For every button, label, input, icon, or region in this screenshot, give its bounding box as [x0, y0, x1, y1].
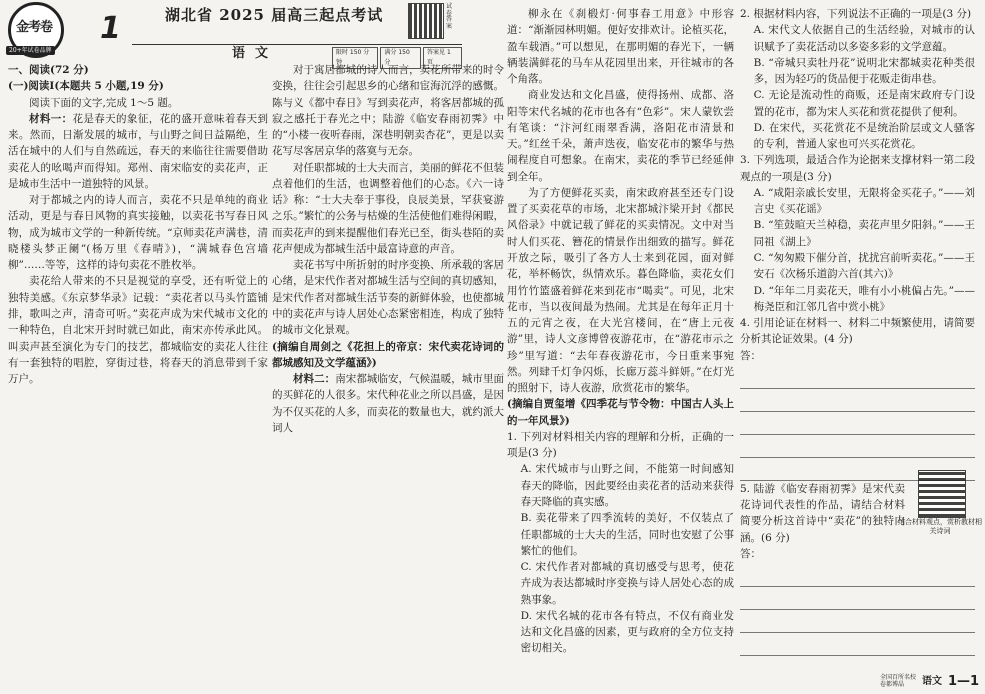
subject-bar [132, 44, 462, 66]
q2-option-c: C. 无论是流动性的商贩，还是南宋政府专门设置的花市，都为宋人买花和赏花提供了便利。 [753, 89, 975, 118]
source-citation-2: (摘编自贾玺增《四季花与节令物：中国古人头上的一年风景》) [507, 398, 734, 427]
meta-answer: 答案见 1 页 [423, 47, 462, 69]
qr-label: 试卷答案 [446, 3, 453, 30]
column-2 [272, 62, 504, 436]
material-1-p6: 卖花书写中所折射的时序变换、所承载的客居心绪，是宋代作者对都城生活与空间的真切感知，是宋代作者对都城生活节奏的新鲜体验，也使都城中的卖花声与诗人居处心态紧密相连，构成了独特的城市文化景观。 [272, 259, 504, 337]
question-3: 3. 下列选项，最适合作为论据来支撑材料一第二段观点的一项是(3 分) [740, 154, 975, 183]
section-heading: 一、阅读(72 分) [8, 64, 89, 76]
brand-name: 金考卷 [16, 20, 53, 35]
footer-page: 1—1 [948, 674, 980, 689]
qr-code-icon[interactable] [918, 470, 966, 518]
answer-line[interactable] [740, 587, 975, 610]
instruction: 阅读下面的文字,完成 1～5 题。 [29, 96, 179, 109]
q3-option-b: B. “笙鼓暄天兰棹稳，卖花声里夕阳斜。”——王同祖《湖上》 [753, 219, 975, 248]
qr-caption: 结合材料观点，赏析教材相关诗词 [898, 518, 982, 536]
meta-score: 满分 150 分 [380, 47, 421, 69]
column-3 [507, 6, 734, 657]
q2-option-a: A. 宋代文人依据自己的生活经验，对城市的认识赋予了卖花活动以多姿多彩的文学意蕴。 [753, 24, 975, 53]
publisher-mark: 全国百所名校 卷都博晶 [880, 674, 917, 689]
footer-subject: 语文 [922, 676, 942, 688]
exam-title: 湖北省 2025 届高三起点考试 [165, 6, 384, 24]
q1-option-c: C. 宋代作者对都城的真切感受与思考，使花卉成为表达都城时序变换与诗人居处心态的成熟事象。 [520, 561, 734, 606]
material-1-p2: 对于都城之内的诗人而言，卖花不只是单纯的商业活动，更是与春日风物的真实接触，以卖花书写春日风物，成为城市文学的一种新传统。“京师卖花声满巷，清晓楼头梦正阑”(杨万里《春晴》)，“满城春色宫墙柳”……等等，这样的诗句卖花不胜枚举。 [8, 194, 268, 272]
footer [880, 672, 979, 692]
q1-option-b: B. 卖花带来了四季流转的美好，不仅装点了任职都城的士大夫的生活，同时也安慰了公事繁忙的他们。 [520, 512, 734, 557]
q3-option-c: C. “匆匆殿下催分首，扰扰宫前听卖花。”——王安石《次杨乐道韵六首(其六)》 [753, 251, 975, 281]
q5-answer-label: 答： [740, 547, 761, 560]
q4-answer-lines[interactable] [740, 366, 975, 481]
q2-option-d: D. 在宋代，买花赏花不是统治阶层或文人骚客的专利，普通人家也可兴买花赏花。 [753, 121, 975, 151]
material-1-label: 材料一： [29, 112, 73, 125]
header [0, 0, 500, 66]
material-2-p1 [272, 371, 504, 436]
paragraph-text: 花是春天的象征，花的盛开意味着春天到来。然而，日渐发展的城市，与山野之间日益隔绝，生活在城中的人们与自然疏远，春天的来临往往需要借助卖花人的吆喝声而得知。郑州、南宋临安的卖花声，正是城市生活中一道独特的风景。 [8, 112, 269, 190]
material-2-p3: 商业发达和文化昌盛，使得扬州、成都、洛阳等宋代名城的花市也各有“色彩”。宋人蒙钦尝有笔谈：“汴河红雨翠香满，洛阳花市清景和天。”红丝千朵，萧声迭夜，临安花市的繁华与热闹程度自可想象。在南宋，卖花的季节已经延伸到全年。 [507, 89, 734, 183]
page-number: 1 [100, 11, 121, 46]
material-2-p2: 柳永在《刹椴灯·何事春工用意》中形容道：“渐渐园林明媚。便好安排欢计。论植买花，盈车载酒。”可以想见，在那明媚的春光下，一辆辆装满鲜花的马车从花园里出来，开往城市的各个角落。 [507, 8, 734, 86]
question-4: 4. 引用论证在材料一、材料二中频繁使用，请简要分析其论证效果。(4 分) [740, 317, 975, 346]
qr-code-icon[interactable] [408, 3, 444, 39]
answer-line[interactable] [740, 412, 975, 435]
material-2-label: 材料二： [293, 373, 336, 386]
q5-answer-lines[interactable] [740, 564, 975, 656]
brand-logo [4, 2, 84, 60]
question-2: 2. 根据材料内容，下列说法不正确的一项是(3 分) [740, 8, 972, 20]
q1-option-a: A. 宋代城市与山野之间，不能第一时间感知春天的降临，因此要经由卖花者的活动来获得春天降临的真实感。 [520, 463, 734, 508]
answer-line[interactable] [740, 366, 975, 389]
meta-time: 限时 150 分钟 [332, 47, 378, 69]
answer-line[interactable] [740, 633, 975, 656]
q3-option-a: A. “咸阳亲戚长安里，无限将金买花子。”——刘言史《买花谣》 [753, 186, 975, 216]
q4-answer-label: 答： [740, 349, 761, 362]
paragraph-text: 南宋都城临安，气候温暖，城市里面的买鲜花的人很多。宋代种花业之所以昌盛，是因为不仅买花的人多，而卖花的数量也大，就约派大词人 [272, 373, 505, 434]
subject-title: 语文 [232, 46, 279, 61]
q2-option-b: B. “帝城只卖牡丹花”说明北宋都城卖花种类很多，因为轻巧的货品便于花贩走街串巷。 [753, 56, 975, 86]
answer-line[interactable] [740, 610, 975, 633]
material-1-p5: 对任职都城的士大夫而言，美丽的鲜花不但装点着他们的生活，也调整着他们的心态。《六一诗话》称：“士大夫奉于事役，良辰美景，罕获宴游之乐。”繁忙的公务与枯燥的生活使他们难得闲暇，而卖花声的到来提醒他们春光已至，街头巷陌的卖花声便成为都城生活中最富诗意的声音。 [272, 161, 504, 255]
question-1: 1. 下列对材料相关内容的理解和分析，正确的一项是(3 分) [507, 430, 734, 460]
question-5: 5. 陆游《临安春雨初霁》是宋代卖花诗词代表性的作品，请结合材料简要分析这首诗中“卖花”的独特内涵。(6 分) [740, 482, 905, 544]
column-1 [8, 62, 268, 387]
source-citation-1: (摘编自周剑之《花担上的帝京：宋代卖花诗词的都城感知及文学蕴涵》) [272, 340, 504, 369]
material-1-p3: 卖花给人带来的不只是视觉的享受，还有听觉上的独特美感。《东京梦华录》记载：“卖花者以马头竹篮铺排，歌叫之声，清奇可听。”卖花声成为宋代城市文化的一种特色，自北宋开封时就已如此，南宋亦传承此风。叫卖声甚至演化为专门的技艺，都城临安的卖花人往往有一套独特的唱腔，穿街过巷，将春天的消息带到千家万户。 [8, 275, 268, 386]
material-1-p4: 对于寓居都城的诗人而言，卖花所带来的时令变换，往往会引起思乡的心绪和宦海沉浮的感慨。陈与义《都中春日》写到卖花声，将客居都城的孤寂之感托于春光之中；陆游《临安春雨初霁》中的“小楼一夜听春雨，深巷明朝卖杏花”，更是以卖花写尽客居京华的落寞与无奈。 [272, 64, 504, 158]
subsection-heading: (一)阅读Ⅰ(本题共 5 小题,19 分) [8, 80, 164, 93]
material-2-p4: 为了方便鲜花买卖，南宋政府甚至还专门设置了买卖花草的市场，北宋都城汴梁开封《都民风俗录》中就记载了鲜花的买卖情况。文中对当时人们买花、簪花的情景作出细致的描写。鲜花开放之际，吸引了各方人士来到花园，面对鲜花，举杯畅饮，纵情欢乐。暮色降临，卖花女们用竹竹篮盛着鲜花来到花市“喝卖”。可见，北宋花市，当以夜间最为热闹。尤其是在每年正月十五的元宵之夜，在大光宫楼间，在“唐上元夜游”里，诗人文彦博曾夜游花市，在“游花市示之珍”里写道：“去年春夜游花市，今日重来事宛然。列肆千灯争闪烁，长廊万蕊斗鲜妍。”在灯光的照射下，诗人夜游，欣赏花市的繁华。 [507, 186, 734, 395]
column-4 [740, 6, 975, 656]
q1-option-d: D. 宋代名城的花市各有特点，不仅有商业发达和文化昌盛的因素，更与政府的全方位支持密切相关。 [520, 609, 734, 655]
brand-sub: 20+年试卷品牌 [6, 46, 55, 55]
answer-line[interactable] [740, 389, 975, 412]
q3-option-d: D. “年年二月卖花天，唯有小小桃偏占先。”——梅尧臣和江邻几省中赏小桃》 [753, 284, 975, 313]
material-1-p1 [8, 111, 268, 192]
answer-line[interactable] [740, 435, 975, 458]
answer-line[interactable] [740, 564, 975, 587]
